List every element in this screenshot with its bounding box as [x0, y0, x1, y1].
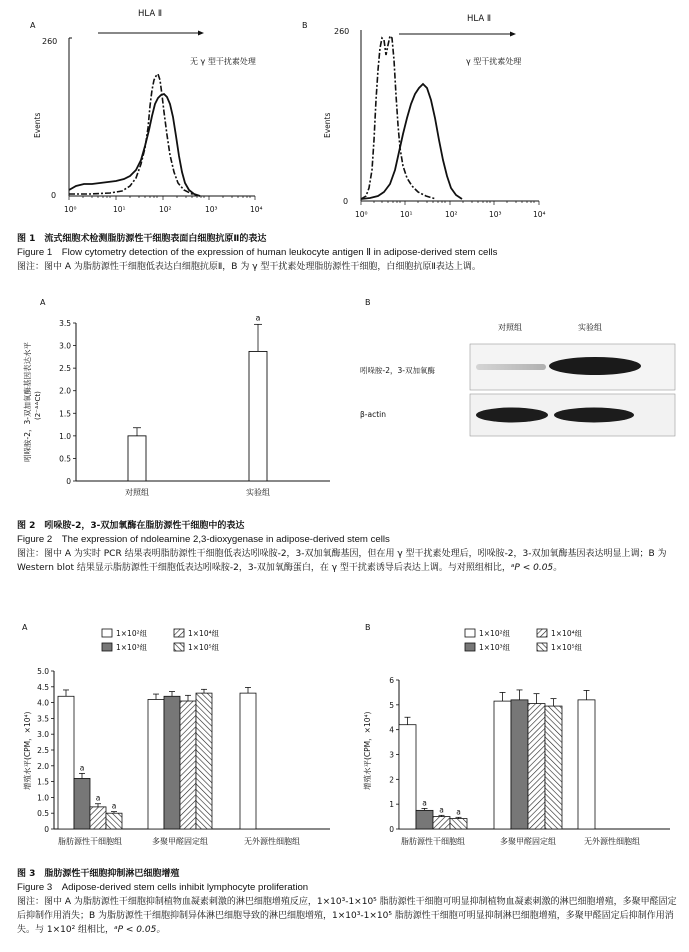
wb-row-ido: 吲哚胺-2，3-双加氧酶 [360, 366, 435, 375]
y-tick-label: 5.0 [37, 667, 49, 676]
fig3-panel-b-label: B [365, 623, 371, 632]
y-tick-label: 3.0 [59, 341, 71, 351]
fig2-a-ylabel-unit: (2⁻ᐞᐞCt) [34, 391, 42, 420]
bar [528, 704, 545, 829]
wb-band-actin-control [476, 408, 548, 423]
bar [416, 810, 433, 829]
fig1-a-arrow-label: HLA Ⅱ [138, 9, 163, 19]
bar [180, 701, 196, 829]
fig1-a-ylabel: Events [33, 112, 42, 138]
wb-band-ido-experiment [549, 357, 641, 375]
fig1-b-minor-ticks [361, 201, 539, 205]
y-tick-label: 0.5 [37, 809, 49, 819]
bar [196, 693, 212, 829]
significance-label: a [95, 793, 101, 803]
fig1-b-ylabel: Events [323, 112, 332, 138]
bar [399, 725, 416, 829]
x-category-label: 脂肪源性干细胞组 [401, 837, 465, 846]
fig2-a-chart [59, 313, 330, 497]
y-tick-label: 5 [389, 700, 394, 710]
fig1-a-xtick: 10⁰ [64, 205, 77, 214]
legend-label: 1×10²组 [479, 629, 511, 638]
y-tick-label: 6 [389, 676, 394, 685]
significance-label: a [456, 807, 461, 817]
fig1-b-y0: 0 [343, 197, 349, 206]
fig1-a-xtick: 10³ [205, 205, 218, 214]
bar [578, 700, 595, 829]
fig1-b-xtick: 10³ [489, 210, 502, 219]
y-tick-label: 3.5 [59, 319, 71, 328]
legend-label: 1×10⁴组 [551, 629, 583, 638]
y-tick-label: 2.5 [37, 746, 49, 755]
y-tick-label: 3.0 [37, 730, 49, 740]
legend-label: 1×10⁵组 [188, 643, 220, 652]
wb-band-ido-control [476, 364, 546, 370]
fig2-caption-cn: 图 2 吲哚胺-2，3-双加氧酶在脂肪源性干细胞中的表达 [17, 521, 245, 531]
fig1-b-xtick: 10¹ [400, 210, 413, 219]
y-tick-label: 2.0 [37, 761, 49, 771]
fig2-caption-en: Figure 2 The expression of ndoleamine 2,3-dioxygenase in adipose-derived stem cells [17, 534, 390, 545]
x-category-label: 无外源性细胞组 [244, 837, 300, 846]
fig1-a-xtick: 10¹ [113, 205, 126, 214]
fig2-caption-note-wrap [17, 547, 677, 575]
legend-label: 1×10⁵组 [551, 643, 583, 652]
legend-swatch [174, 643, 184, 651]
fig3-caption-note: 图注：图中 A 为脂肪源性干细胞抑制植物血凝素刺激的淋巴细胞增殖反应，1×10³-1×10⁵ 脂肪源性干细胞可明显抑制植物血凝素刺激的淋巴细胞增殖，多聚甲醛固定后抑制作用消失；B 为脂肪源性干细胞抑制异体淋巴细胞导致的淋巴细胞增殖，1×10³-1×10⁵ 脂肪源性干细胞可明显抑制淋巴细胞增殖，多聚甲醛固定后抑制作用消失。与 1×10² 组相比， [17, 897, 677, 935]
y-tick-label: 0 [44, 825, 49, 834]
bar [74, 778, 90, 829]
legend-swatch [537, 643, 547, 651]
legend-label: 1×10³组 [479, 643, 511, 652]
y-tick-label: 4.0 [37, 698, 49, 708]
y-tick-label: 2 [389, 775, 394, 785]
fig1-b-arrow-label: HLA Ⅱ [467, 14, 492, 24]
y-tick-label: 0.5 [59, 454, 71, 464]
x-category-label: 对照组 [125, 488, 149, 497]
bar [494, 701, 511, 829]
fig1-a-y0: 0 [51, 191, 57, 200]
y-tick-label: 4.5 [37, 682, 49, 692]
fig2-caption-p: ᵃP < 0.05。 [510, 563, 563, 573]
wb-row-actin: β-actin [360, 410, 386, 419]
bar [545, 706, 562, 829]
significance-label: a [255, 313, 261, 323]
bar [106, 813, 122, 829]
y-tick-label: 1.0 [37, 793, 49, 803]
legend-swatch [465, 643, 475, 651]
wb-band-actin-experiment [554, 408, 634, 423]
fig1-a-minor-ticks [69, 196, 255, 200]
y-tick-label: 4 [389, 725, 394, 735]
fig1-b-xtick: 10⁴ [533, 210, 546, 219]
bar [249, 351, 267, 481]
fig1-caption-en: Figure 1 Flow cytometry detection of the expression of human leukocyte antigen Ⅱ in adipose-derived stem cells [17, 247, 498, 258]
bar [164, 696, 180, 829]
fig2-caption-block [17, 533, 677, 575]
bar [58, 696, 74, 829]
y-tick-label: 1.5 [59, 409, 71, 419]
y-tick-label: 0 [389, 825, 394, 834]
fig3-panel-a-label: A [22, 623, 28, 632]
fig1-caption-note: 图注：图中 A 为脂肪源性干细胞低表达白细胞抗原Ⅱ，B 为 γ 型干扰素处理脂肪源性干细胞，白细胞抗原Ⅱ表达上调。 [17, 262, 481, 272]
significance-label: a [439, 805, 444, 815]
legend-label: 1×10³组 [116, 643, 148, 652]
fig1-a-dashed-histogram [69, 74, 200, 196]
fig1-panel-b-label: B [302, 21, 308, 30]
legend-swatch [174, 629, 184, 637]
legend-swatch [102, 629, 112, 637]
bar [240, 693, 256, 829]
fig1-caption-block [17, 246, 677, 274]
fig3-b-legend [465, 629, 583, 652]
fig3-a-ylabel: 增殖水平(CPM，×10⁴) [23, 711, 32, 790]
fig1-a-arrow-head [198, 31, 204, 36]
bar [148, 699, 164, 829]
legend-label: 1×10⁴组 [188, 629, 220, 638]
y-tick-label: 2.5 [59, 364, 71, 374]
y-tick-label: 1.5 [37, 777, 49, 787]
fig1-b-xtick: 10⁰ [355, 210, 368, 219]
fig3-caption-cn: 图 3 脂肪源性干细胞抑制淋巴细胞增殖 [17, 869, 180, 879]
legend-swatch [537, 629, 547, 637]
legend-swatch [465, 629, 475, 637]
wb-col-experiment: 实验组 [578, 323, 602, 332]
x-category-label: 多聚甲醛固定组 [500, 837, 556, 846]
fig1-a-xticks [64, 205, 263, 214]
figure-2 [17, 298, 675, 531]
significance-label: a [111, 801, 117, 811]
legend-swatch [102, 643, 112, 651]
fig1-a-note: 无 γ 型干扰素处理 [190, 57, 256, 66]
x-category-label: 实验组 [246, 488, 270, 497]
figure-3 [17, 623, 670, 879]
fig1-b-xticks [355, 210, 546, 219]
fig3-caption-en: Figure 3 Adipose-derived stem cells inhibit lymphocyte proliferation [17, 882, 309, 893]
wb-col-control: 对照组 [498, 323, 522, 332]
fig1-b-ytop: 260 [334, 27, 350, 36]
fig3-a-chart [37, 667, 330, 846]
fig1-a-xtick: 10⁴ [250, 205, 263, 214]
y-tick-label: 1.0 [59, 431, 71, 441]
bar [90, 807, 106, 829]
bar [433, 817, 450, 829]
fig2-a-ylabel: 吲哚胺-2，3-双加氧酶基因表达水平 [23, 342, 32, 462]
fig1-a-ytop: 260 [42, 37, 58, 46]
x-category-label: 脂肪源性干细胞组 [58, 837, 122, 846]
bar [128, 436, 146, 481]
fig1-a-xtick: 10² [159, 205, 172, 214]
legend-label: 1×10²组 [116, 629, 148, 638]
fig2-panel-a-label: A [40, 298, 46, 307]
fig3-b-ylabel: 增殖水平(CPM，×10⁴) [363, 711, 372, 790]
fig3-a-legend [102, 629, 220, 652]
fig1-caption-cn: 图 1 流式细胞术检测脂肪源性干细胞表面白细胞抗原Ⅱ的表达 [17, 234, 267, 244]
bar [511, 700, 528, 829]
significance-label: a [422, 798, 427, 808]
fig1-b-dashed-histogram [361, 36, 436, 199]
fig2-panel-b-label: B [365, 298, 371, 307]
fig1-panel-a-label: A [30, 21, 36, 30]
y-tick-label: 3.5 [37, 714, 49, 724]
figure-1 [17, 9, 546, 244]
x-category-label: 多聚甲醛固定组 [152, 837, 208, 846]
fig3-caption-note-wrap [17, 895, 677, 937]
y-tick-label: 1 [389, 800, 394, 810]
fig3-caption-p: ᵃP < 0.05。 [114, 925, 166, 935]
y-tick-label: 3 [389, 750, 394, 760]
fig1-b-xtick: 10² [445, 210, 458, 219]
x-category-label: 无外源性细胞组 [584, 837, 640, 846]
fig1-b-note: γ 型干扰素处理 [466, 57, 522, 66]
y-tick-label: 0 [66, 477, 71, 486]
significance-label: a [79, 763, 85, 773]
y-tick-label: 2.0 [59, 386, 71, 396]
fig1-b-arrow-head [510, 32, 516, 37]
fig2-caption-note: 图注：图中 A 为实时 PCR 结果表明脂肪源性干细胞低表达吲哚胺-2，3-双加氧酶基因，但在用 γ 型干扰素处理后，吲哚胺-2，3-双加氧酶基因表达明显上调；B 为 Western blot 结果显示脂肪源性干细胞低表达吲哚胺-2，3-双加氧酶蛋白，在 γ 型干扰素诱导后表达上调。与对照组相比， [17, 549, 667, 573]
fig3-b-chart [389, 676, 670, 846]
fig3-caption-block [17, 881, 677, 937]
bar [450, 819, 467, 829]
